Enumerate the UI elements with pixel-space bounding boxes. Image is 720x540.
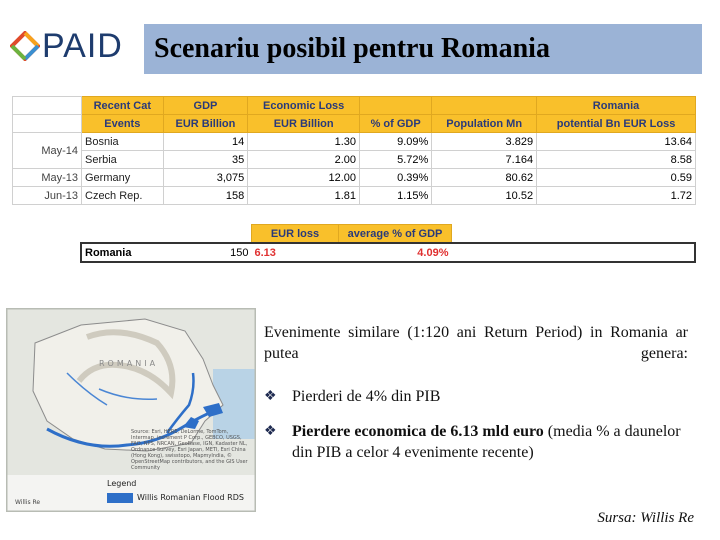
header-cell: Events bbox=[82, 115, 164, 133]
logo-mark-icon bbox=[10, 31, 40, 61]
table-row bbox=[13, 133, 696, 151]
header-cell: Economic Loss bbox=[248, 97, 360, 115]
event-cell: Serbia bbox=[82, 151, 164, 169]
diamond-bullet-icon: ❖ bbox=[264, 424, 277, 439]
bullet-item-gdp-loss bbox=[264, 386, 694, 407]
bullet-item-economic-loss bbox=[264, 421, 694, 463]
header-cell bbox=[13, 115, 82, 133]
table-row bbox=[13, 151, 696, 169]
pct-cell: 9.09% bbox=[360, 133, 432, 151]
bullet-bold-text: Pierdere economica de 6.13 mld euro bbox=[292, 423, 544, 440]
table-row bbox=[13, 187, 696, 205]
table-row bbox=[13, 169, 696, 187]
map-legend-title: Legend bbox=[107, 479, 137, 488]
header-cell: potential Bn EUR Loss bbox=[537, 115, 696, 133]
map-source-text: Source: Esri, HERE, DeLorme, TomTom, Intermap, increment P Corp., GEBCO, USGS, FAO, NPS, NRCAN, GeoBase, IGN, Kadaster NL, Ordnance Survey, Esri Japan, METI, Esri China (Hong Kong), swisstopo, MapmyIndia, © OpenStreetMap contributors, and the GIS User Community bbox=[131, 429, 248, 471]
scenario-description bbox=[264, 322, 688, 364]
population-cell: 80.62 bbox=[432, 169, 537, 187]
population-cell: 7.164 bbox=[432, 151, 537, 169]
bullet-rest-text: (media % a daunelor din PIB a celor 4 evenimente recente) bbox=[292, 423, 681, 461]
romania-summary-table bbox=[80, 224, 696, 263]
date-cell: Jun-13 bbox=[13, 187, 82, 205]
header-cell: EUR Billion bbox=[248, 115, 360, 133]
header-cell: Population Mn bbox=[432, 115, 537, 133]
source-note: Sursa: Willis Re bbox=[597, 510, 694, 526]
legend-swatch-icon bbox=[107, 493, 133, 503]
eur-loss-value: 6.13 bbox=[252, 243, 339, 262]
gdp-cell: 3,075 bbox=[163, 169, 248, 187]
potential-loss-cell: 1.72 bbox=[537, 187, 696, 205]
country-cell: Romania bbox=[81, 243, 177, 262]
diamond-bullet-icon: ❖ bbox=[264, 389, 277, 404]
gdp-cell: 150 bbox=[177, 243, 252, 262]
intro-text bbox=[264, 322, 688, 364]
header-cell bbox=[360, 97, 432, 115]
header-cell: Romania bbox=[537, 97, 696, 115]
flood-map bbox=[6, 308, 256, 512]
pct-cell: 1.15% bbox=[360, 187, 432, 205]
avg-pct-value: 4.09% bbox=[339, 243, 452, 262]
table-header-row bbox=[13, 115, 696, 133]
potential-loss-cell: 8.58 bbox=[537, 151, 696, 169]
intro-text-content: Evenimente similare (1:120 ani Return Period) in Romania ar putea genera: bbox=[264, 324, 688, 362]
loss-cell: 1.30 bbox=[248, 133, 360, 151]
bullet-text: Pierderi de 4% din PIB bbox=[292, 388, 441, 405]
pct-cell: 0.39% bbox=[360, 169, 432, 187]
event-cell: Germany bbox=[82, 169, 164, 187]
event-cell: Bosnia bbox=[82, 133, 164, 151]
title-bar bbox=[144, 24, 702, 74]
avg-pct-header: average % of GDP bbox=[339, 225, 452, 244]
eur-loss-header: EUR loss bbox=[252, 225, 339, 244]
header-cell: % of GDP bbox=[360, 115, 432, 133]
map-country-label: ROMANIA bbox=[99, 359, 159, 368]
summary-header-row bbox=[81, 225, 695, 244]
loss-cell: 2.00 bbox=[248, 151, 360, 169]
population-cell: 10.52 bbox=[432, 187, 537, 205]
summary-row bbox=[81, 243, 695, 262]
loss-cell: 1.81 bbox=[248, 187, 360, 205]
header-cell bbox=[13, 97, 82, 115]
pct-cell: 5.72% bbox=[360, 151, 432, 169]
gdp-cell: 158 bbox=[163, 187, 248, 205]
date-cell: May-13 bbox=[13, 169, 82, 187]
gdp-cell: 14 bbox=[163, 133, 248, 151]
logo bbox=[10, 26, 123, 66]
population-cell: 3.829 bbox=[432, 133, 537, 151]
map-brand: Willis Re bbox=[15, 499, 41, 506]
loss-cell: 12.00 bbox=[248, 169, 360, 187]
event-cell: Czech Rep. bbox=[82, 187, 164, 205]
header-cell: GDP bbox=[163, 97, 248, 115]
date-cell: May-14 bbox=[13, 133, 82, 169]
bullet-text bbox=[292, 421, 694, 463]
potential-loss-cell: 0.59 bbox=[537, 169, 696, 187]
header-cell: Recent Cat bbox=[82, 97, 164, 115]
page-title: Scenariu posibil pentru Romania bbox=[154, 33, 550, 64]
map-legend-item: Willis Romanian Flood RDS bbox=[137, 493, 244, 502]
logo-text: PAID bbox=[42, 27, 123, 65]
header-cell: EUR Billion bbox=[163, 115, 248, 133]
header-cell bbox=[432, 97, 537, 115]
events-table bbox=[12, 96, 696, 205]
table-header-row bbox=[13, 97, 696, 115]
potential-loss-cell: 13.64 bbox=[537, 133, 696, 151]
gdp-cell: 35 bbox=[163, 151, 248, 169]
